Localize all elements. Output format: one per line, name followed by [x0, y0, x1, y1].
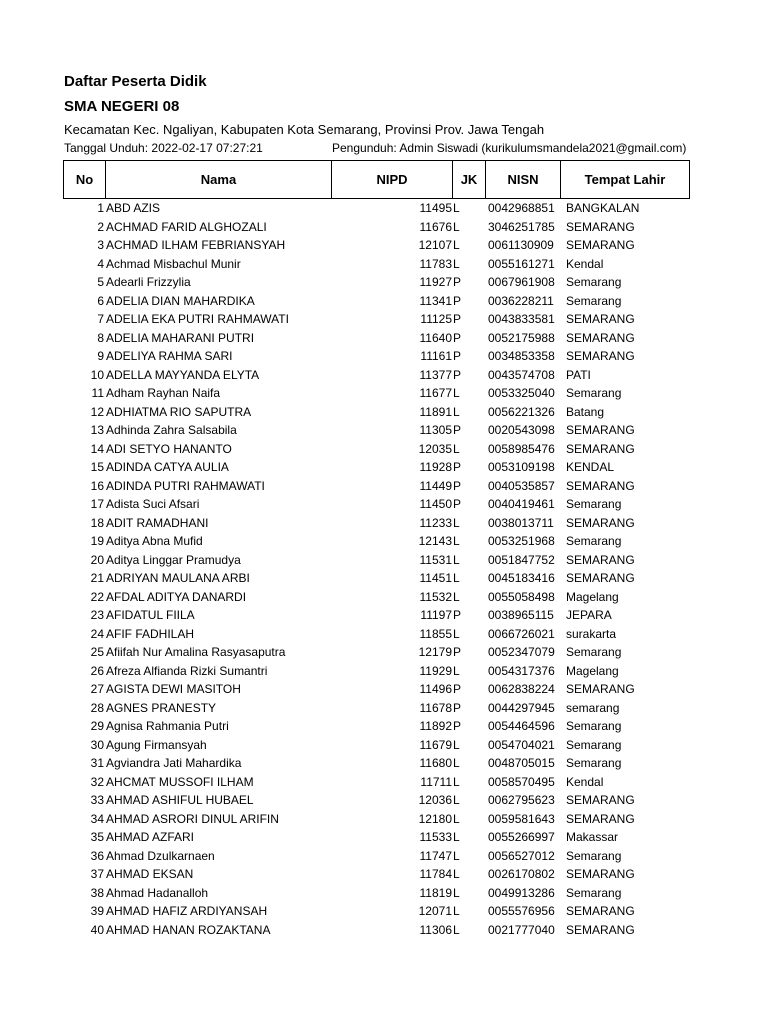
table-row [0, 810, 768, 829]
student-nipd: 11233 [419, 515, 452, 530]
student-gender: L [453, 756, 460, 770]
row-number: 16 [90, 478, 104, 493]
student-gender: L [453, 922, 460, 937]
student-nipd: 12107 [418, 238, 452, 252]
student-name: AFIDATUL FIILA [106, 608, 195, 622]
student-name: Ahmad Dzulkarnaen [106, 848, 215, 863]
student-nipd: 11377 [419, 367, 452, 382]
student-birthplace: Semarang [566, 848, 622, 863]
student-gender: P [453, 275, 462, 289]
table-row [0, 773, 768, 792]
student-nipd: 11929 [419, 663, 452, 678]
student-nisn: 0067961908 [488, 275, 555, 289]
student-birthplace: BANGKALAN [566, 201, 640, 215]
table-row [0, 255, 768, 274]
student-nipd: 11928 [419, 460, 452, 474]
student-name: Adham Rayhan Naifa [106, 386, 221, 400]
student-name: Ahmad Hadanalloh [106, 885, 209, 900]
student-nisn: 0052347079 [488, 645, 555, 659]
student-nisn: 0066726021 [488, 626, 555, 641]
table-row [0, 421, 768, 440]
student-name: ADELIA EKA PUTRI RAHMAWATI [106, 312, 289, 326]
student-gender: L [453, 848, 460, 863]
student-name: AHMAD EKSAN [106, 867, 194, 881]
student-birthplace: Makassar [566, 830, 619, 844]
row-number: 34 [90, 811, 104, 826]
student-nipd: 11680 [419, 756, 452, 770]
student-birthplace: Semarang [566, 497, 622, 511]
student-birthplace: Semarang [566, 719, 622, 733]
student-name: Aditya Abna Mufid [106, 534, 203, 548]
student-nipd: 11892 [419, 719, 452, 733]
row-number: 24 [90, 626, 104, 641]
student-nipd: 12143 [418, 534, 452, 548]
student-nisn: 0043833581 [488, 312, 555, 326]
student-name: AHMAD ASHIFUL HUBAEL [106, 793, 254, 807]
student-nipd: 11927 [419, 275, 452, 289]
student-birthplace: SEMARANG [566, 793, 635, 807]
student-name: Agung Firmansyah [106, 737, 207, 752]
row-number: 2 [97, 219, 104, 234]
column-header-nama: Nama [106, 161, 332, 199]
student-nipd: 11449 [419, 478, 452, 493]
student-gender: P [453, 312, 462, 326]
student-gender: L [453, 534, 460, 548]
student-nipd: 11679 [419, 737, 452, 752]
student-nisn: 0054704021 [488, 737, 555, 752]
student-name: AGNES PRANESTY [106, 700, 217, 715]
table-row [0, 902, 768, 921]
student-name: ADIT RAMADHANI [106, 515, 209, 530]
student-birthplace: SEMARANG [566, 423, 635, 437]
student-birthplace: Semarang [566, 293, 622, 308]
column-header-tempat-lahir: Tempat Lahir [561, 161, 690, 199]
table-row [0, 791, 768, 810]
student-gender: P [453, 423, 462, 437]
student-nipd: 11711 [420, 774, 452, 789]
student-gender: P [453, 330, 462, 345]
student-nisn: 0048705015 [488, 756, 555, 770]
table-row [0, 662, 768, 681]
row-number: 11 [91, 386, 104, 400]
student-birthplace: Semarang [566, 756, 622, 770]
student-gender: L [453, 904, 460, 918]
table-row [0, 366, 768, 385]
table-row [0, 847, 768, 866]
student-birthplace: SEMARANG [566, 312, 635, 326]
student-nipd: 12071 [418, 904, 452, 918]
student-nisn: 0055576956 [488, 904, 555, 918]
student-nipd: 11747 [419, 848, 452, 863]
student-gender: L [453, 552, 460, 567]
student-nipd: 12180 [418, 811, 452, 826]
student-gender: P [453, 682, 462, 696]
student-gender: P [453, 460, 462, 474]
student-nipd: 11161 [420, 349, 452, 363]
row-number: 35 [90, 830, 104, 844]
student-nisn: 0053325040 [488, 386, 555, 400]
row-number: 8 [97, 330, 104, 345]
student-name: ADELIA MAHARANI PUTRI [106, 330, 255, 345]
student-birthplace: Magelang [566, 589, 619, 604]
table-row [0, 218, 768, 237]
table-row [0, 680, 768, 699]
student-name: AHMAD HANAN ROZAKTANA [106, 922, 271, 937]
student-nisn: 0045183416 [488, 571, 555, 585]
student-birthplace: SEMARANG [566, 515, 635, 530]
student-name: ADINDA CATYA AULIA [106, 460, 229, 474]
row-number: 18 [90, 515, 104, 530]
student-birthplace: Semarang [566, 645, 622, 659]
student-nipd: 11532 [419, 589, 452, 604]
student-name: ADELIA DIAN MAHARDIKA [106, 293, 255, 308]
table-row [0, 625, 768, 644]
student-birthplace: surakarta [566, 626, 617, 641]
student-nisn: 0056221326 [488, 404, 555, 419]
row-number: 38 [90, 885, 104, 900]
student-gender: L [453, 737, 460, 752]
table-row [0, 440, 768, 459]
student-gender: L [453, 885, 460, 900]
table-row [0, 495, 768, 514]
table-row [0, 384, 768, 403]
student-name: AHMAD AZFARI [106, 830, 195, 844]
student-gender: L [453, 441, 460, 456]
student-birthplace: SEMARANG [566, 219, 635, 234]
student-name: Afreza Alfianda Rizki Sumantri [106, 663, 268, 678]
student-name: ACHMAD ILHAM FEBRIANSYAH [106, 238, 286, 252]
student-nisn: 0058985476 [488, 441, 555, 456]
table-row [0, 273, 768, 292]
row-number: 1 [97, 201, 104, 215]
student-nipd: 11783 [419, 256, 452, 271]
student-name: AFIF FADHILAH [106, 626, 195, 641]
table-row [0, 643, 768, 662]
table-row [0, 884, 768, 903]
student-nipd: 11784 [419, 867, 452, 881]
student-name: ADI SETYO HANANTO [106, 441, 232, 456]
student-nipd: 11125 [420, 312, 452, 326]
student-birthplace: JEPARA [566, 608, 612, 622]
student-gender: L [453, 238, 460, 252]
student-gender: L [453, 201, 460, 215]
table-row [0, 514, 768, 533]
student-birthplace: Kendal [566, 256, 604, 271]
table-row [0, 532, 768, 551]
table-row [0, 347, 768, 366]
student-nipd: 11640 [419, 330, 452, 345]
table-row [0, 865, 768, 884]
table-row [0, 403, 768, 422]
table-row [0, 569, 768, 588]
student-name: ADELLA MAYYANDA ELYTA [106, 367, 260, 382]
row-number: 22 [90, 589, 104, 604]
row-number: 28 [90, 700, 104, 715]
student-nisn: 0058570495 [488, 774, 555, 789]
student-nipd: 11197 [420, 608, 452, 622]
column-header-jk: JK [453, 161, 486, 199]
student-birthplace: Magelang [566, 663, 619, 678]
row-number: 33 [90, 793, 104, 807]
student-gender: L [453, 219, 460, 234]
student-name: AFDAL ADITYA DANARDI [106, 589, 247, 604]
student-gender: L [453, 515, 460, 530]
row-number: 7 [97, 312, 104, 326]
row-number: 37 [90, 867, 104, 881]
student-nipd: 11531 [419, 552, 452, 567]
row-number: 31 [90, 756, 104, 770]
student-gender: L [453, 626, 460, 641]
student-name: Adearli Frizzylia [106, 275, 191, 289]
row-number: 39 [90, 904, 104, 918]
student-nipd: 11450 [419, 497, 452, 511]
student-birthplace: Semarang [566, 275, 622, 289]
student-gender: L [453, 571, 460, 585]
student-name: ADINDA PUTRI RAHMAWATI [106, 478, 265, 493]
student-birthplace: SEMARANG [566, 867, 635, 881]
student-birthplace: Semarang [566, 885, 622, 900]
school-name: SMA NEGERI 08 [64, 98, 180, 115]
row-number: 3 [97, 238, 104, 252]
student-name: ADHIATMA RIO SAPUTRA [106, 404, 252, 419]
table-row [0, 921, 768, 940]
student-nisn: 0036228211 [488, 293, 554, 308]
table-row [0, 588, 768, 607]
student-nisn: 0049913286 [488, 885, 555, 900]
student-nisn: 0051847752 [488, 552, 555, 567]
student-birthplace: Semarang [566, 534, 622, 548]
downloader-info: Pengunduh: Admin Siswadi (kurikulumsmandela2021@gmail.com) [332, 141, 687, 155]
row-number: 12 [90, 404, 104, 419]
student-nisn: 0062838224 [488, 682, 555, 696]
table-header [63, 160, 690, 199]
student-nipd: 12035 [418, 441, 452, 456]
student-birthplace: SEMARANG [566, 349, 635, 363]
student-name: Agviandra Jati Mahardika [106, 756, 242, 770]
student-nisn: 0044297945 [488, 700, 555, 715]
student-gender: L [453, 386, 460, 400]
student-gender: L [453, 589, 460, 604]
student-nipd: 11451 [419, 571, 452, 585]
student-name: Adista Suci Afsari [106, 497, 200, 511]
student-gender: P [453, 367, 462, 382]
student-nipd: 11341 [419, 293, 452, 308]
student-nisn: 0055161271 [488, 256, 555, 271]
student-birthplace: Kendal [566, 774, 604, 789]
student-nisn: 0054317376 [488, 663, 555, 678]
student-list [0, 199, 768, 939]
row-number: 15 [90, 460, 104, 474]
student-nisn: 3046251785 [488, 219, 555, 234]
student-nisn: 0021777040 [488, 922, 555, 937]
table-row [0, 236, 768, 255]
table-row [0, 754, 768, 773]
row-number: 13 [90, 423, 104, 437]
row-number: 9 [97, 349, 104, 363]
student-birthplace: SEMARANG [566, 811, 635, 826]
table-row [0, 717, 768, 736]
column-header-nipd: NIPD [332, 161, 453, 199]
student-nipd: 11306 [419, 922, 452, 937]
student-name: AHCMAT MUSSOFI ILHAM [106, 774, 254, 789]
student-gender: L [453, 774, 460, 789]
student-birthplace: SEMARANG [566, 478, 635, 493]
student-nipd: 11677 [419, 386, 452, 400]
student-gender: P [453, 700, 462, 715]
table-row [0, 292, 768, 311]
student-gender: P [453, 497, 462, 511]
row-number: 25 [90, 645, 104, 659]
row-number: 20 [90, 552, 104, 567]
table-row [0, 828, 768, 847]
table-row [0, 699, 768, 718]
column-header-nisn: NISN [486, 161, 561, 199]
student-gender: P [453, 478, 462, 493]
student-gender: P [453, 645, 462, 659]
student-nisn: 0038965115 [488, 608, 554, 622]
student-gender: L [453, 663, 460, 678]
student-gender: L [453, 867, 460, 881]
row-number: 32 [90, 774, 104, 789]
table-row [0, 736, 768, 755]
student-gender: P [453, 608, 462, 622]
table-row [0, 551, 768, 570]
student-nisn: 0026170802 [488, 867, 555, 881]
student-nisn: 0055058498 [488, 589, 555, 604]
student-name: Adhinda Zahra Salsabila [106, 423, 237, 437]
student-name: Aditya Linggar Pramudya [106, 552, 241, 567]
row-number: 4 [97, 256, 104, 271]
student-nisn: 0040535857 [488, 478, 555, 493]
student-nisn: 0053109198 [488, 460, 555, 474]
student-nipd: 12036 [418, 793, 452, 807]
row-number: 21 [90, 571, 104, 585]
student-nipd: 11496 [419, 682, 452, 696]
table-row [0, 458, 768, 477]
row-number: 19 [90, 534, 104, 548]
student-name: AHMAD HAFIZ ARDIYANSAH [106, 904, 268, 918]
student-gender: L [453, 811, 460, 826]
student-birthplace: SEMARANG [566, 571, 635, 585]
student-nisn: 0040419461 [488, 497, 555, 511]
student-nipd: 12179 [418, 645, 452, 659]
row-number: 40 [90, 922, 104, 937]
student-name: Agnisa Rahmania Putri [106, 719, 229, 733]
student-name: ADELIYA RAHMA SARI [106, 349, 233, 363]
student-name: ABD AZIS [106, 201, 161, 215]
student-birthplace: KENDAL [566, 460, 615, 474]
student-birthplace: Semarang [566, 386, 622, 400]
student-name: ACHMAD FARID ALGHOZALI [106, 219, 267, 234]
student-birthplace: SEMARANG [566, 441, 635, 456]
student-gender: L [453, 404, 460, 419]
table-row [0, 606, 768, 625]
student-nipd: 11819 [419, 885, 452, 900]
student-nipd: 11891 [419, 404, 452, 419]
student-birthplace: SEMARANG [566, 552, 635, 567]
student-birthplace: SEMARANG [566, 238, 635, 252]
student-birthplace: semarang [566, 700, 620, 715]
student-name: Afiifah Nur Amalina Rasyasaputra [106, 645, 286, 659]
student-nipd: 11495 [419, 201, 452, 215]
student-gender: P [453, 349, 462, 363]
row-number: 23 [90, 608, 104, 622]
row-number: 36 [90, 848, 104, 863]
student-nipd: 11678 [419, 700, 452, 715]
student-name: ADRIYAN MAULANA ARBI [106, 571, 250, 585]
student-nisn: 0056527012 [488, 848, 555, 863]
row-number: 10 [90, 367, 104, 382]
student-nipd: 11305 [419, 423, 452, 437]
student-nipd: 11533 [419, 830, 452, 844]
student-birthplace: SEMARANG [566, 330, 635, 345]
student-nisn: 0054464596 [488, 719, 555, 733]
student-nisn: 0055266997 [488, 830, 555, 844]
student-nipd: 11855 [419, 626, 452, 641]
student-gender: P [453, 293, 462, 308]
student-birthplace: Semarang [566, 737, 622, 752]
row-number: 17 [90, 497, 104, 511]
student-nisn: 0062795623 [488, 793, 555, 807]
student-gender: L [453, 830, 460, 844]
row-number: 26 [90, 663, 104, 678]
document-title: Daftar Peserta Didik [64, 73, 207, 90]
student-birthplace: SEMARANG [566, 904, 635, 918]
student-nisn: 0043574708 [488, 367, 555, 382]
school-location: Kecamatan Kec. Ngaliyan, Kabupaten Kota Semarang, Provinsi Prov. Jawa Tengah [64, 122, 545, 137]
row-number: 6 [97, 293, 104, 308]
student-name: AHMAD ASRORI DINUL ARIFIN [106, 811, 279, 826]
table-row [0, 310, 768, 329]
download-date: Tanggal Unduh: 2022-02-17 07:27:21 [64, 141, 263, 155]
table-row [0, 329, 768, 348]
row-number: 27 [90, 682, 104, 696]
table-row [0, 477, 768, 496]
student-nisn: 0038013711 [488, 515, 554, 530]
column-header-no: No [64, 161, 106, 199]
student-name: Achmad Misbachul Munir [106, 256, 241, 271]
student-nisn: 0061130909 [488, 238, 554, 252]
student-birthplace: Batang [566, 404, 605, 419]
student-nisn: 0034853358 [488, 349, 555, 363]
student-nisn: 0042968851 [488, 201, 555, 215]
student-nisn: 0020543098 [488, 423, 555, 437]
student-birthplace: SEMARANG [566, 922, 635, 937]
student-nipd: 11676 [419, 219, 452, 234]
student-gender: P [453, 719, 462, 733]
table-row [0, 199, 768, 218]
student-nisn: 0052175988 [488, 330, 555, 345]
student-birthplace: PATI [566, 367, 591, 382]
row-number: 14 [90, 441, 104, 456]
student-birthplace: SEMARANG [566, 682, 635, 696]
row-number: 29 [90, 719, 104, 733]
student-gender: L [453, 793, 460, 807]
student-nisn: 0059581643 [488, 811, 555, 826]
student-gender: L [453, 256, 460, 271]
student-nisn: 0053251968 [488, 534, 555, 548]
student-name: AGISTA DEWI MASITOH [106, 682, 241, 696]
row-number: 5 [97, 275, 104, 289]
row-number: 30 [90, 737, 104, 752]
